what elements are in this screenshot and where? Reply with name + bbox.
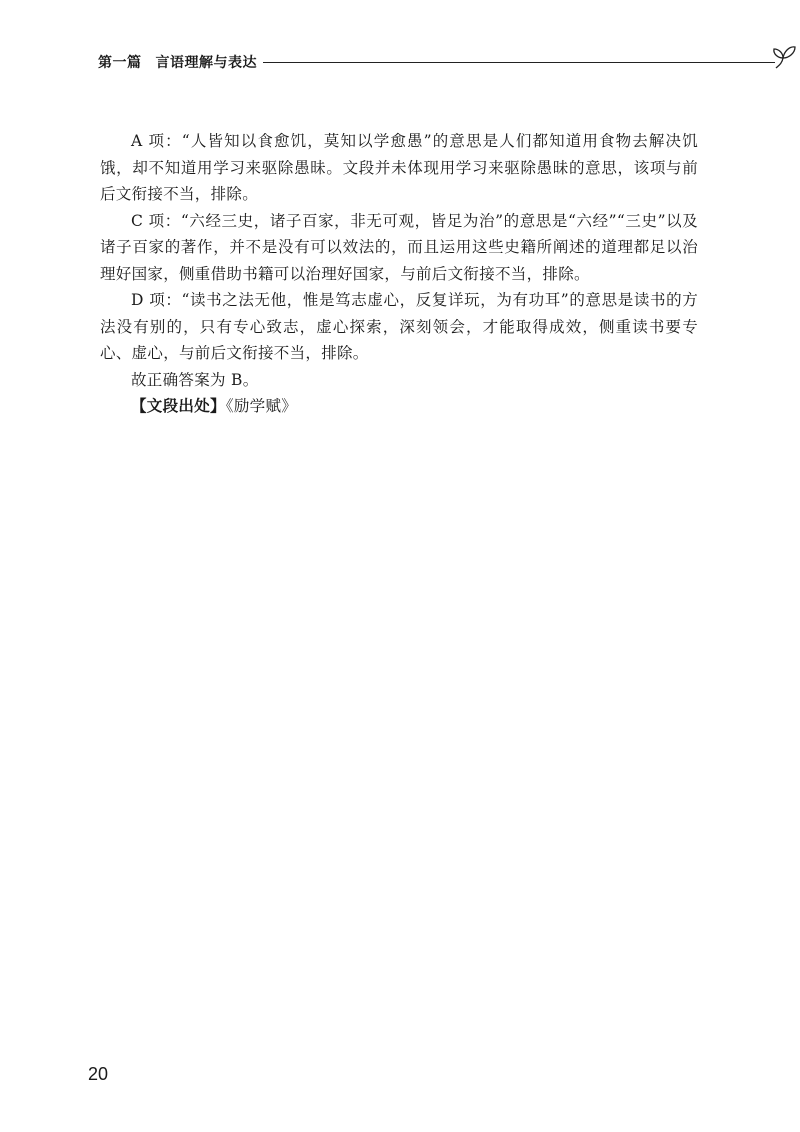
page-number: 20 xyxy=(88,1064,109,1084)
answer-statement: 故正确答案为 B。 xyxy=(131,370,259,389)
source-title: 《励学赋》 xyxy=(225,397,298,415)
option-c-explanation: C 项：“六经三史，诸子百家，非无可观，皆足为治”的意思是“六经”“三史”以及诸子百家的著作，并不是没有可以效法的，而且运用这些史籍所阐述的道理都足以治理好国家，侧重借助书籍可以治理好国家，与前后文衔接不当，排除。 xyxy=(100,211,698,283)
explanation-body xyxy=(100,128,698,420)
header-section: 第一篇 xyxy=(98,55,142,71)
source-citation xyxy=(100,393,698,420)
running-header xyxy=(98,48,698,78)
header-rule xyxy=(263,62,775,63)
option-a-explanation: A 项：“人皆知以食愈饥，莫知以学愈愚”的意思是人们都知道用食物去解决饥饿，却不知道用学习来驱除愚昧。文段并未体现用学习来驱除愚昧的意思，该项与前后文衔接不当，排除。 xyxy=(100,132,698,203)
source-label: 【文段出处】 xyxy=(131,397,226,415)
header-chapter: 言语理解与表达 xyxy=(155,55,257,71)
option-d-explanation: D 项：“读书之法无他，惟是笃志虚心，反复详玩，为有功耳”的意思是读书的方法没有别的，只有专心致志，虚心探索，深刻领会，才能取得成效，侧重读书要专心、虚心，与前后文衔接不当，排除。 xyxy=(100,291,698,362)
header-title xyxy=(98,52,257,72)
sprout-icon xyxy=(768,42,798,70)
